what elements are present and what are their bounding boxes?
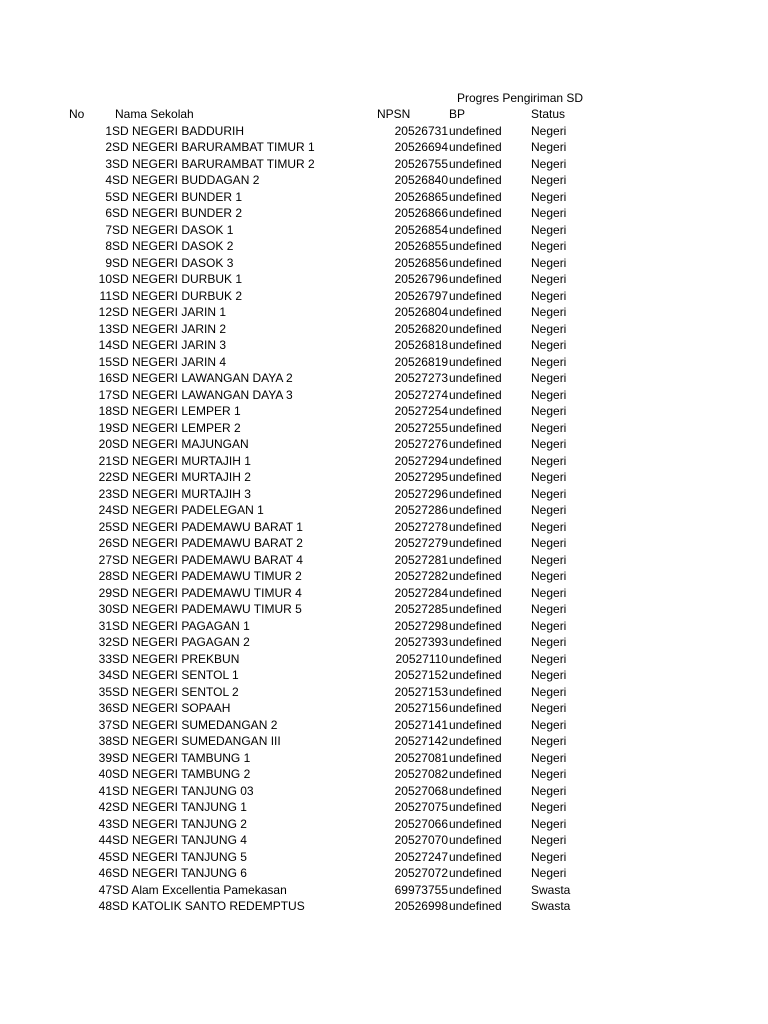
header-school-name: Nama Sekolah bbox=[115, 107, 194, 121]
table-row bbox=[0, 667, 768, 684]
row-npsn: 20526840 bbox=[394, 173, 448, 187]
row-school-name: SD NEGERI PADEMAWU TIMUR 4 bbox=[112, 585, 302, 600]
row-status: Negeri bbox=[531, 783, 567, 798]
row-npsn: 20527286 bbox=[394, 503, 448, 517]
row-npsn: 20526820 bbox=[394, 321, 448, 336]
row-school-name: SD NEGERI SUMEDANGAN 2 bbox=[112, 717, 278, 732]
table-row bbox=[0, 502, 768, 519]
table-row bbox=[0, 634, 768, 651]
row-school-name: SD NEGERI TANJUNG 1 bbox=[112, 800, 247, 814]
row-school-name: SD NEGERI DASOK 3 bbox=[112, 255, 234, 270]
row-status: Negeri bbox=[531, 437, 567, 451]
row-bp: undefined bbox=[449, 800, 502, 814]
row-school-name: SD NEGERI PAGAGAN 1 bbox=[112, 618, 250, 633]
row-no: 42 bbox=[98, 800, 112, 814]
row-bp: undefined bbox=[449, 585, 502, 600]
row-no: 2 bbox=[105, 140, 112, 154]
row-bp: undefined bbox=[449, 437, 502, 451]
table-row bbox=[0, 238, 768, 255]
table-row bbox=[0, 255, 768, 272]
row-npsn: 69973755 bbox=[394, 882, 448, 897]
row-npsn: 20526694 bbox=[394, 140, 448, 154]
row-no: 5 bbox=[105, 189, 112, 204]
row-school-name: SD NEGERI BARURAMBAT TIMUR 1 bbox=[112, 140, 315, 154]
row-bp: undefined bbox=[449, 651, 502, 666]
row-status: Negeri bbox=[531, 305, 567, 319]
row-status: Negeri bbox=[531, 816, 567, 831]
row-school-name: SD NEGERI SOPAAH bbox=[112, 701, 231, 715]
row-npsn: 20526998 bbox=[394, 899, 448, 913]
row-no: 21 bbox=[98, 453, 112, 468]
row-bp: undefined bbox=[449, 503, 502, 517]
table-row bbox=[0, 552, 768, 569]
row-status: Negeri bbox=[531, 470, 567, 484]
row-npsn: 20527295 bbox=[394, 470, 448, 484]
row-school-name: SD NEGERI JARIN 4 bbox=[112, 354, 227, 369]
row-status: Negeri bbox=[531, 288, 567, 303]
row-bp: undefined bbox=[449, 668, 502, 682]
table-row bbox=[0, 321, 768, 338]
row-school-name: SD NEGERI PADEMAWU TIMUR 2 bbox=[112, 569, 302, 583]
row-bp: undefined bbox=[449, 717, 502, 732]
row-no: 40 bbox=[98, 767, 112, 781]
row-status: Negeri bbox=[531, 222, 567, 237]
row-school-name: SD KATOLIK SANTO REDEMPTUS bbox=[112, 899, 305, 913]
row-npsn: 20527273 bbox=[394, 371, 448, 385]
row-school-name: SD NEGERI MAJUNGAN bbox=[112, 437, 249, 451]
row-no: 33 bbox=[98, 651, 112, 666]
row-npsn: 20527110 bbox=[395, 651, 448, 666]
row-bp: undefined bbox=[449, 833, 502, 847]
row-school-name: SD NEGERI JARIN 3 bbox=[112, 338, 227, 352]
row-bp: undefined bbox=[449, 701, 502, 715]
header-npsn: NPSN bbox=[377, 107, 411, 121]
row-no: 28 bbox=[98, 569, 112, 583]
row-no: 45 bbox=[98, 849, 112, 864]
row-bp: undefined bbox=[449, 569, 502, 583]
row-school-name: SD NEGERI BADDURIH bbox=[112, 123, 245, 138]
row-school-name: SD NEGERI BUNDER 1 bbox=[112, 189, 243, 204]
row-no: 38 bbox=[98, 734, 112, 748]
row-school-name: SD NEGERI PADEMAWU BARAT 1 bbox=[112, 519, 303, 534]
row-school-name: SD NEGERI MURTAJIH 2 bbox=[112, 470, 251, 484]
row-npsn: 20526866 bbox=[394, 206, 448, 220]
row-status: Negeri bbox=[531, 486, 567, 501]
table-row bbox=[0, 601, 768, 618]
table-row bbox=[0, 898, 768, 915]
row-school-name: SD NEGERI LEMPER 2 bbox=[112, 420, 241, 435]
row-school-name: SD NEGERI PADELEGAN 1 bbox=[112, 503, 264, 517]
row-no: 3 bbox=[105, 156, 112, 171]
row-bp: undefined bbox=[449, 255, 502, 270]
table-row bbox=[0, 436, 768, 453]
row-status: Negeri bbox=[531, 552, 567, 567]
row-no: 11 bbox=[99, 288, 112, 303]
row-no: 46 bbox=[98, 866, 112, 880]
row-npsn: 20527274 bbox=[394, 387, 448, 402]
table-row bbox=[0, 816, 768, 833]
row-bp: undefined bbox=[449, 420, 502, 435]
row-npsn: 20526755 bbox=[394, 156, 448, 171]
row-npsn: 20527070 bbox=[394, 833, 448, 847]
row-bp: undefined bbox=[449, 239, 502, 253]
row-school-name: SD NEGERI PREKBUN bbox=[112, 651, 240, 666]
row-bp: undefined bbox=[449, 156, 502, 171]
row-school-name: SD NEGERI BUNDER 2 bbox=[112, 206, 243, 220]
row-school-name: SD NEGERI DURBUK 2 bbox=[112, 288, 243, 303]
row-npsn: 20527296 bbox=[394, 486, 448, 501]
row-no: 4 bbox=[105, 173, 112, 187]
row-no: 39 bbox=[98, 750, 112, 765]
row-no: 26 bbox=[98, 536, 112, 550]
row-status: Negeri bbox=[531, 800, 567, 814]
row-school-name: SD NEGERI MURTAJIH 3 bbox=[112, 486, 251, 501]
row-school-name: SD NEGERI LEMPER 1 bbox=[112, 404, 241, 418]
row-school-name: SD Alam Excellentia Pamekasan bbox=[112, 882, 287, 897]
row-school-name: SD NEGERI LAWANGAN DAYA 3 bbox=[112, 387, 293, 402]
row-no: 23 bbox=[98, 486, 112, 501]
row-bp: undefined bbox=[449, 206, 502, 220]
row-status: Negeri bbox=[531, 189, 567, 204]
table-row bbox=[0, 832, 768, 849]
table-row bbox=[0, 849, 768, 866]
row-npsn: 20527081 bbox=[394, 750, 448, 765]
row-no: 22 bbox=[98, 470, 112, 484]
row-status: Negeri bbox=[531, 272, 567, 286]
row-no: 36 bbox=[98, 701, 112, 715]
table-row bbox=[0, 766, 768, 783]
header-no: No bbox=[69, 107, 85, 121]
row-school-name: SD NEGERI TANJUNG 5 bbox=[112, 849, 247, 864]
row-bp: undefined bbox=[449, 783, 502, 798]
row-status: Negeri bbox=[531, 569, 567, 583]
row-npsn: 20526855 bbox=[394, 239, 448, 253]
row-school-name: SD NEGERI TAMBUNG 2 bbox=[112, 767, 251, 781]
table-row bbox=[0, 403, 768, 420]
row-status: Negeri bbox=[531, 602, 567, 616]
row-no: 27 bbox=[98, 552, 112, 567]
row-status: Negeri bbox=[531, 156, 567, 171]
row-status: Negeri bbox=[531, 371, 567, 385]
row-status: Negeri bbox=[531, 767, 567, 781]
table-row bbox=[0, 370, 768, 387]
row-status: Negeri bbox=[531, 536, 567, 550]
table-row bbox=[0, 700, 768, 717]
row-npsn: 20527142 bbox=[394, 734, 448, 748]
row-status: Negeri bbox=[531, 123, 567, 138]
row-bp: undefined bbox=[449, 519, 502, 534]
row-school-name: SD NEGERI JARIN 1 bbox=[112, 305, 227, 319]
row-npsn: 20527082 bbox=[394, 767, 448, 781]
row-bp: undefined bbox=[449, 684, 502, 699]
row-no: 32 bbox=[98, 635, 112, 649]
table-row bbox=[0, 519, 768, 536]
row-npsn: 20526854 bbox=[394, 222, 448, 237]
row-no: 41 bbox=[98, 783, 112, 798]
row-bp: undefined bbox=[449, 123, 502, 138]
row-bp: undefined bbox=[449, 849, 502, 864]
row-npsn: 20526865 bbox=[394, 189, 448, 204]
row-status: Negeri bbox=[531, 354, 567, 369]
row-school-name: SD NEGERI TAMBUNG 1 bbox=[112, 750, 251, 765]
row-bp: undefined bbox=[449, 767, 502, 781]
row-bp: undefined bbox=[449, 222, 502, 237]
row-npsn: 20526797 bbox=[394, 288, 448, 303]
row-status: Negeri bbox=[531, 387, 567, 402]
table-row bbox=[0, 750, 768, 767]
row-school-name: SD NEGERI MURTAJIH 1 bbox=[112, 453, 251, 468]
table-row bbox=[0, 271, 768, 288]
row-bp: undefined bbox=[449, 602, 502, 616]
row-no: 37 bbox=[98, 717, 112, 732]
row-bp: undefined bbox=[449, 288, 502, 303]
row-no: 19 bbox=[98, 420, 112, 435]
table-row bbox=[0, 684, 768, 701]
row-school-name: SD NEGERI DURBUK 1 bbox=[112, 272, 243, 286]
header-bp: BP bbox=[449, 107, 466, 121]
row-school-name: SD NEGERI PADEMAWU BARAT 4 bbox=[112, 552, 303, 567]
row-status: Negeri bbox=[531, 321, 567, 336]
row-school-name: SD NEGERI TANJUNG 2 bbox=[112, 816, 247, 831]
table-row bbox=[0, 535, 768, 552]
row-no: 1 bbox=[105, 123, 112, 138]
table-row bbox=[0, 189, 768, 206]
row-no: 30 bbox=[98, 602, 112, 616]
row-status: Negeri bbox=[531, 833, 567, 847]
row-school-name: SD NEGERI SENTOL 1 bbox=[112, 668, 239, 682]
table-row bbox=[0, 651, 768, 668]
row-bp: undefined bbox=[449, 404, 502, 418]
row-npsn: 20527282 bbox=[394, 569, 448, 583]
row-no: 44 bbox=[98, 833, 112, 847]
header-status: Status bbox=[531, 107, 566, 121]
table-row bbox=[0, 865, 768, 882]
row-no: 20 bbox=[98, 437, 112, 451]
table-row bbox=[0, 882, 768, 899]
row-no: 47 bbox=[98, 882, 112, 897]
row-school-name: SD NEGERI LAWANGAN DAYA 2 bbox=[112, 371, 293, 385]
row-school-name: SD NEGERI BUDDAGAN 2 bbox=[112, 173, 260, 187]
table-row bbox=[0, 337, 768, 354]
table-row bbox=[0, 354, 768, 371]
row-status: Negeri bbox=[531, 585, 567, 600]
row-bp: undefined bbox=[449, 618, 502, 633]
row-status: Swasta bbox=[531, 882, 571, 897]
row-school-name: SD NEGERI DASOK 1 bbox=[112, 222, 234, 237]
row-npsn: 20527075 bbox=[394, 800, 448, 814]
row-no: 14 bbox=[98, 338, 112, 352]
table-row bbox=[0, 585, 768, 602]
table-row bbox=[0, 568, 768, 585]
row-bp: undefined bbox=[449, 387, 502, 402]
row-no: 17 bbox=[98, 387, 112, 402]
row-bp: undefined bbox=[449, 272, 502, 286]
row-no: 16 bbox=[98, 371, 112, 385]
row-bp: undefined bbox=[449, 354, 502, 369]
row-bp: undefined bbox=[449, 750, 502, 765]
row-bp: undefined bbox=[449, 371, 502, 385]
table-row bbox=[0, 304, 768, 321]
row-no: 15 bbox=[98, 354, 112, 369]
row-npsn: 20527298 bbox=[394, 618, 448, 633]
table-header bbox=[0, 106, 768, 123]
row-npsn: 20527254 bbox=[394, 404, 448, 418]
row-status: Negeri bbox=[531, 635, 567, 649]
row-bp: undefined bbox=[449, 816, 502, 831]
row-bp: undefined bbox=[449, 173, 502, 187]
row-bp: undefined bbox=[449, 882, 502, 897]
row-status: Negeri bbox=[531, 849, 567, 864]
row-school-name: SD NEGERI TANJUNG 03 bbox=[112, 783, 254, 798]
row-npsn: 20526819 bbox=[394, 354, 448, 369]
row-npsn: 20526804 bbox=[394, 305, 448, 319]
row-status: Negeri bbox=[531, 618, 567, 633]
row-npsn: 20527068 bbox=[394, 783, 448, 798]
row-school-name: SD NEGERI SENTOL 2 bbox=[112, 684, 239, 699]
row-status: Negeri bbox=[531, 338, 567, 352]
table-row bbox=[0, 156, 768, 173]
row-npsn: 20526796 bbox=[394, 272, 448, 286]
row-status: Negeri bbox=[531, 420, 567, 435]
row-npsn: 20527284 bbox=[394, 585, 448, 600]
row-no: 13 bbox=[98, 321, 112, 336]
row-npsn: 20526731 bbox=[394, 123, 448, 138]
row-no: 31 bbox=[98, 618, 112, 633]
row-status: Negeri bbox=[531, 503, 567, 517]
table-row bbox=[0, 222, 768, 239]
row-bp: undefined bbox=[449, 321, 502, 336]
row-npsn: 20527285 bbox=[394, 602, 448, 616]
row-bp: undefined bbox=[449, 486, 502, 501]
row-npsn: 20526818 bbox=[394, 338, 448, 352]
row-school-name: SD NEGERI TANJUNG 6 bbox=[112, 866, 247, 880]
row-npsn: 20526856 bbox=[394, 255, 448, 270]
table-row bbox=[0, 717, 768, 734]
row-status: Negeri bbox=[531, 519, 567, 534]
row-bp: undefined bbox=[449, 899, 502, 913]
row-npsn: 20527279 bbox=[394, 536, 448, 550]
row-bp: undefined bbox=[449, 338, 502, 352]
row-bp: undefined bbox=[449, 140, 502, 154]
row-npsn: 20527072 bbox=[394, 866, 448, 880]
row-no: 24 bbox=[98, 503, 112, 517]
row-bp: undefined bbox=[449, 552, 502, 567]
row-school-name: SD NEGERI DASOK 2 bbox=[112, 239, 234, 253]
row-no: 18 bbox=[98, 404, 112, 418]
row-status: Negeri bbox=[531, 717, 567, 732]
row-school-name: SD NEGERI PADEMAWU BARAT 2 bbox=[112, 536, 303, 550]
row-no: 48 bbox=[98, 899, 112, 913]
row-status: Negeri bbox=[531, 239, 567, 253]
table-row bbox=[0, 733, 768, 750]
row-no: 10 bbox=[98, 272, 112, 286]
row-status: Negeri bbox=[531, 668, 567, 682]
row-status: Negeri bbox=[531, 173, 567, 187]
report-title: Progres Pengiriman SD bbox=[457, 91, 584, 105]
row-npsn: 20527153 bbox=[394, 684, 448, 699]
row-no: 29 bbox=[98, 585, 112, 600]
row-no: 8 bbox=[105, 239, 112, 253]
row-status: Swasta bbox=[531, 899, 571, 913]
row-bp: undefined bbox=[449, 189, 502, 204]
row-school-name: SD NEGERI TANJUNG 4 bbox=[112, 833, 247, 847]
table-row bbox=[0, 783, 768, 800]
table-row bbox=[0, 205, 768, 222]
row-status: Negeri bbox=[531, 140, 567, 154]
row-no: 43 bbox=[98, 816, 112, 831]
row-status: Negeri bbox=[531, 404, 567, 418]
row-no: 9 bbox=[105, 255, 112, 270]
row-npsn: 20527278 bbox=[394, 519, 448, 534]
row-npsn: 20527276 bbox=[394, 437, 448, 451]
row-npsn: 20527141 bbox=[394, 717, 448, 732]
row-status: Negeri bbox=[531, 206, 567, 220]
row-npsn: 20527066 bbox=[394, 816, 448, 831]
row-npsn: 20527247 bbox=[394, 849, 448, 864]
table-row bbox=[0, 486, 768, 503]
row-no: 12 bbox=[98, 305, 112, 319]
table-row bbox=[0, 618, 768, 635]
row-bp: undefined bbox=[449, 866, 502, 880]
table-row bbox=[0, 469, 768, 486]
row-npsn: 20527152 bbox=[394, 668, 448, 682]
row-status: Negeri bbox=[531, 255, 567, 270]
row-status: Negeri bbox=[531, 701, 567, 715]
row-status: Negeri bbox=[531, 734, 567, 748]
row-no: 35 bbox=[98, 684, 112, 699]
row-bp: undefined bbox=[449, 734, 502, 748]
row-npsn: 20527393 bbox=[394, 635, 448, 649]
row-school-name: SD NEGERI JARIN 2 bbox=[112, 321, 227, 336]
row-bp: undefined bbox=[449, 536, 502, 550]
table-row bbox=[0, 453, 768, 470]
row-bp: undefined bbox=[449, 635, 502, 649]
row-status: Negeri bbox=[531, 684, 567, 699]
row-school-name: SD NEGERI PADEMAWU TIMUR 5 bbox=[112, 602, 302, 616]
row-school-name: SD NEGERI PAGAGAN 2 bbox=[112, 635, 250, 649]
row-bp: undefined bbox=[449, 305, 502, 319]
row-npsn: 20527281 bbox=[394, 552, 448, 567]
row-bp: undefined bbox=[449, 470, 502, 484]
row-no: 34 bbox=[98, 668, 112, 682]
table-row bbox=[0, 123, 768, 140]
row-npsn: 20527156 bbox=[394, 701, 448, 715]
row-status: Negeri bbox=[531, 453, 567, 468]
row-no: 7 bbox=[105, 222, 112, 237]
row-no: 6 bbox=[105, 206, 112, 220]
row-no: 25 bbox=[98, 519, 112, 534]
table-row bbox=[0, 799, 768, 816]
table-row bbox=[0, 172, 768, 189]
row-npsn: 20527294 bbox=[394, 453, 448, 468]
row-school-name: SD NEGERI BARURAMBAT TIMUR 2 bbox=[112, 156, 315, 171]
table-row bbox=[0, 288, 768, 305]
table-row bbox=[0, 139, 768, 156]
row-status: Negeri bbox=[531, 750, 567, 765]
row-status: Negeri bbox=[531, 651, 567, 666]
table-row bbox=[0, 420, 768, 437]
row-npsn: 20527255 bbox=[394, 420, 448, 435]
row-bp: undefined bbox=[449, 453, 502, 468]
table-row bbox=[0, 387, 768, 404]
row-school-name: SD NEGERI SUMEDANGAN III bbox=[112, 734, 281, 748]
row-status: Negeri bbox=[531, 866, 567, 880]
